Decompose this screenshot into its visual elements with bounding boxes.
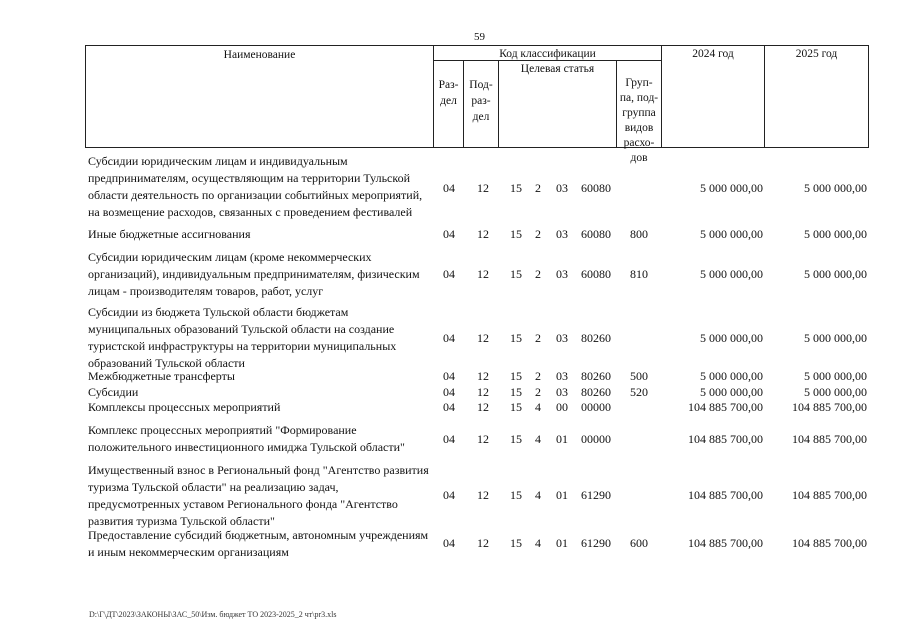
- row-expense-group: 500: [630, 369, 648, 383]
- row-target-program: 15: [510, 432, 522, 446]
- row-value-2024: 5 000 000,00: [700, 267, 763, 281]
- row-target-program: 15: [510, 267, 522, 281]
- row-value-2025: 5 000 000,00: [804, 267, 867, 281]
- row-target-type: 2: [535, 181, 541, 195]
- row-target-program: 15: [510, 385, 522, 399]
- row-target-item: 01: [556, 432, 568, 446]
- row-target-program: 15: [510, 227, 522, 241]
- row-target-direction: 80260: [581, 331, 611, 345]
- row-value-2025: 104 885 700,00: [792, 400, 867, 414]
- row-expense-group: 810: [630, 267, 648, 281]
- row-subsection: 12: [477, 385, 489, 399]
- row-subsection: 12: [477, 432, 489, 446]
- row-value-2024: 104 885 700,00: [688, 400, 763, 414]
- row-subsection: 12: [477, 400, 489, 414]
- row-section: 04: [443, 385, 455, 399]
- header-2025: 2025 год: [764, 45, 869, 148]
- row-value-2024: 5 000 000,00: [700, 369, 763, 383]
- row-expense-group: 800: [630, 227, 648, 241]
- row-value-2025: 5 000 000,00: [804, 369, 867, 383]
- row-target-type: 4: [535, 432, 541, 446]
- row-value-2025: 5 000 000,00: [804, 227, 867, 241]
- row-expense-group: 600: [630, 536, 648, 550]
- row-target-item: 03: [556, 369, 568, 383]
- row-value-2024: 104 885 700,00: [688, 536, 763, 550]
- row-target-direction: 80260: [581, 369, 611, 383]
- row-section: 04: [443, 369, 455, 383]
- row-section: 04: [443, 181, 455, 195]
- row-value-2025: 5 000 000,00: [804, 181, 867, 195]
- header-section: Раз- дел: [433, 60, 464, 148]
- row-target-type: 2: [535, 331, 541, 345]
- row-value-2024: 5 000 000,00: [700, 181, 763, 195]
- row-name: Межбюджетные трансферты: [88, 369, 235, 383]
- row-target-direction: 80260: [581, 385, 611, 399]
- row-target-direction: 60080: [581, 227, 611, 241]
- row-target-item: 00: [556, 400, 568, 414]
- row-subsection: 12: [477, 369, 489, 383]
- row-value-2024: 5 000 000,00: [700, 385, 763, 399]
- row-section: 04: [443, 400, 455, 414]
- row-target-direction: 60080: [581, 181, 611, 195]
- row-subsection: 12: [477, 536, 489, 550]
- row-target-direction: 61290: [581, 536, 611, 550]
- header-name: Наименование: [85, 45, 434, 148]
- row-target-item: 03: [556, 331, 568, 345]
- header-group: Груп- па, под- группа видов расхо- дов: [616, 60, 662, 148]
- row-target-item: 03: [556, 267, 568, 281]
- row-target-item: 03: [556, 385, 568, 399]
- row-target-type: 4: [535, 400, 541, 414]
- row-value-2024: 104 885 700,00: [688, 488, 763, 502]
- row-name: Иные бюджетные ассигнования: [88, 227, 251, 241]
- row-target-item: 01: [556, 488, 568, 502]
- row-target-direction: 60080: [581, 267, 611, 281]
- row-target-type: 4: [535, 536, 541, 550]
- row-target-type: 2: [535, 267, 541, 281]
- row-name: Предоставление субсидий бюджетным, автономным учреждениям и иным некоммерческим организациям: [88, 528, 429, 559]
- row-section: 04: [443, 488, 455, 502]
- row-target-program: 15: [510, 369, 522, 383]
- row-target-program: 15: [510, 400, 522, 414]
- row-target-program: 15: [510, 536, 522, 550]
- row-subsection: 12: [477, 267, 489, 281]
- row-target-program: 15: [510, 331, 522, 345]
- row-section: 04: [443, 227, 455, 241]
- row-subsection: 12: [477, 331, 489, 345]
- row-value-2024: 104 885 700,00: [688, 432, 763, 446]
- row-subsection: 12: [477, 181, 489, 195]
- row-section: 04: [443, 536, 455, 550]
- row-target-direction: 00000: [581, 400, 611, 414]
- row-target-item: 03: [556, 227, 568, 241]
- row-name: Комплексы процессных мероприятий: [88, 400, 281, 414]
- header-code: Код классификации: [433, 45, 662, 61]
- row-value-2025: 104 885 700,00: [792, 536, 867, 550]
- row-target-program: 15: [510, 181, 522, 195]
- row-value-2025: 5 000 000,00: [804, 385, 867, 399]
- row-expense-group: 520: [630, 385, 648, 399]
- row-value-2025: 104 885 700,00: [792, 488, 867, 502]
- row-name: Имущественный взнос в Региональный фонд "Агентство развития туризма Тульской области" на реализацию задач, предусмотренных уставом Регионального фонда "Агентство развития туризма Тульской области": [88, 463, 429, 528]
- row-section: 04: [443, 331, 455, 345]
- file-path-footer: D:\Г\ДТ\2023\ЗАКОНЫ\ЗАС_50\Изм. бюджет ТО 2023-2025_2 чт\pr3.xls: [89, 610, 337, 619]
- row-target-type: 2: [535, 369, 541, 383]
- row-subsection: 12: [477, 488, 489, 502]
- row-section: 04: [443, 267, 455, 281]
- row-value-2024: 5 000 000,00: [700, 227, 763, 241]
- row-name: Комплекс процессных мероприятий "Формирование положительного инвестиционного имиджа Тульской области": [88, 423, 405, 454]
- row-section: 04: [443, 432, 455, 446]
- row-target-program: 15: [510, 488, 522, 502]
- header-subsection: Под- раз- дел: [463, 60, 499, 148]
- row-value-2024: 5 000 000,00: [700, 331, 763, 345]
- row-target-type: 4: [535, 488, 541, 502]
- header-2024: 2024 год: [661, 45, 765, 148]
- row-subsection: 12: [477, 227, 489, 241]
- row-name: Субсидии юридическим лицам и индивидуальным предпринимателям, осуществляющим на территории Тульской области деятельность по организации событийных мероприятий, на возмещение расходов, связанных с проведением фестивалей: [88, 154, 423, 219]
- row-target-direction: 00000: [581, 432, 611, 446]
- row-target-item: 01: [556, 536, 568, 550]
- row-name: Субсидии юридическим лицам (кроме некоммерческих организаций), индивидуальным предпринимателям, физическим лицам - производителям товаров, работ, услуг: [88, 250, 420, 298]
- row-value-2025: 104 885 700,00: [792, 432, 867, 446]
- header-target: Целевая статья: [498, 60, 617, 148]
- row-name: Субсидии: [88, 385, 139, 399]
- page-number: 59: [474, 31, 485, 43]
- row-value-2025: 5 000 000,00: [804, 331, 867, 345]
- row-target-direction: 61290: [581, 488, 611, 502]
- row-target-type: 2: [535, 385, 541, 399]
- row-target-item: 03: [556, 181, 568, 195]
- row-name: Субсидии из бюджета Тульской области бюджетам муниципальных образований Тульской области на создание туристской инфраструктуры на территории муниципальных образований Тульской области: [88, 305, 397, 370]
- row-target-type: 2: [535, 227, 541, 241]
